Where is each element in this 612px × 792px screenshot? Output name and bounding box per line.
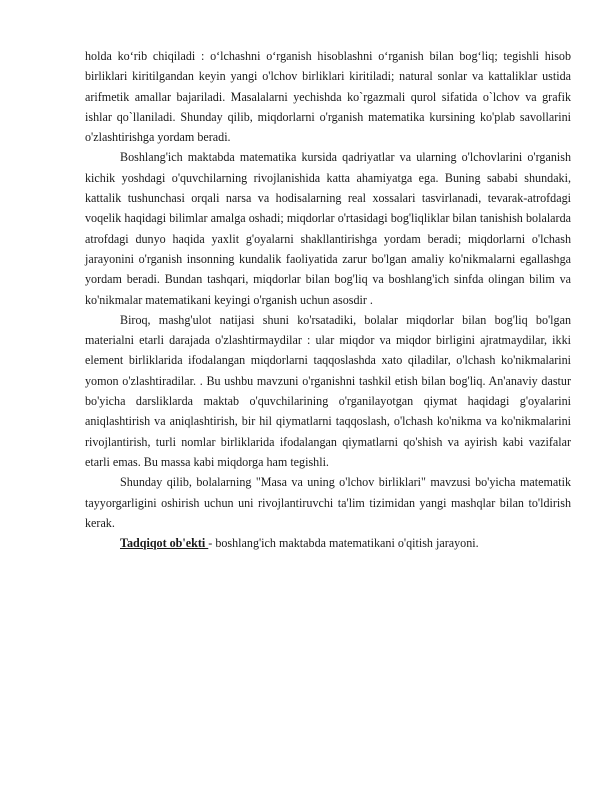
research-object-term: Tadqiqot ob'ekti [120,536,209,551]
research-object-definition: - boshlang'ich maktabda matematikani o'qitish jarayoni. [208,536,479,551]
paragraph-2: Boshlang'ich maktabda matematika kursida qadriyatlar va ularning o'lchovlarini o'rganish kichik yoshdagi o'quvchilarning rivojlanishida katta ahamiyatga ega. Buning sababi shundaki, kattalik tushunchasi orqali narsa va hodisalarning real xossalari tasvirlanadi, tevarak-atrofdagi voqelik haqidagi bilimlar amalga oshadi; miqdorlar o'rtasidagi bog'liqliklar bilan tanishish bolalarda atrofdagi dunyo haqida yaxlit g'oyalarni shakllantirishga yordam beradi; miqdorlarni o'lchash jarayonini o'rganish insonning kundalik faoliyatida zarur bo'lgan amaliy ko'nikmalarni egallashga yordam beradi. Bundan tashqari, miqdorlar bilan bog'liq va boshlang'ich sinfda olingan bilim va ko'nikmalar matematikani keyingi o'rganish uchun asosdir . [85,150,571,307]
paragraph-5 [85,533,571,553]
paragraph-3: Biroq, mashg'ulot natijasi shuni ko'rsatadiki, bolalar miqdorlar bilan bog'liq bo'lgan materialni etarli darajada o'zlashtirmaydilar : ular miqdor va miqdor birligini ajratmaydilar, ikki element birliklarida ifodalangan miqdorlarni taqqoslashda xato qiladilar, o'lchash ko'nikmalarini yomon o'zlashtiradilar. . Bu ushbu mavzuni o'rganishni tashkil etish bilan bog'liq. An'anaviy dastur bo'yicha darsliklarda maktab o'quvchilarining o'rganilayotgan qiymat haqidagi g'oyalarini aniqlashtirish va aniqlashtirish, bir hil qiymatlarni taqqoslash, o'lchash ko'nikma va ko'nikmalarini rivojlantirish, turli nomlar birliklarida ifodalangan qiymatlarni qo'shish va ayirish kabi vazifalar etarli emas. Bu massa kabi miqdorga ham tegishli. [85,312,571,469]
paragraph-4: Shunday qilib, bolalarning "Masa va uning o'lchov birliklari" mavzusi bo'yicha matematik tayyorgarligini oshirish uchun uni rivojlantiruvchi ta'lim tizimidan yangi mashqlar bilan to'ldirish kerak. [85,475,571,530]
body-text [85,46,571,553]
paragraph-1: holda ko‘rib chiqiladi : o‘lchashni o‘rganish hisoblashni o‘rganish bilan bog‘liq; tegishli hisob birliklari kiritilgandan keyin yangi o'lchov birliklari kiritiladi; natural sonlar va kattaliklar ustida arifmetik amallar bajariladi. Masalalarni yechishda ko`rgazmali qurol sifatida o`lchov va grafik ishlar qo`llaniladi. Shunday qilib, miqdorlarni o'rganish matematika kursining ko'plab savollarini o'zlashtirishga yordam beradi. [85,49,571,145]
